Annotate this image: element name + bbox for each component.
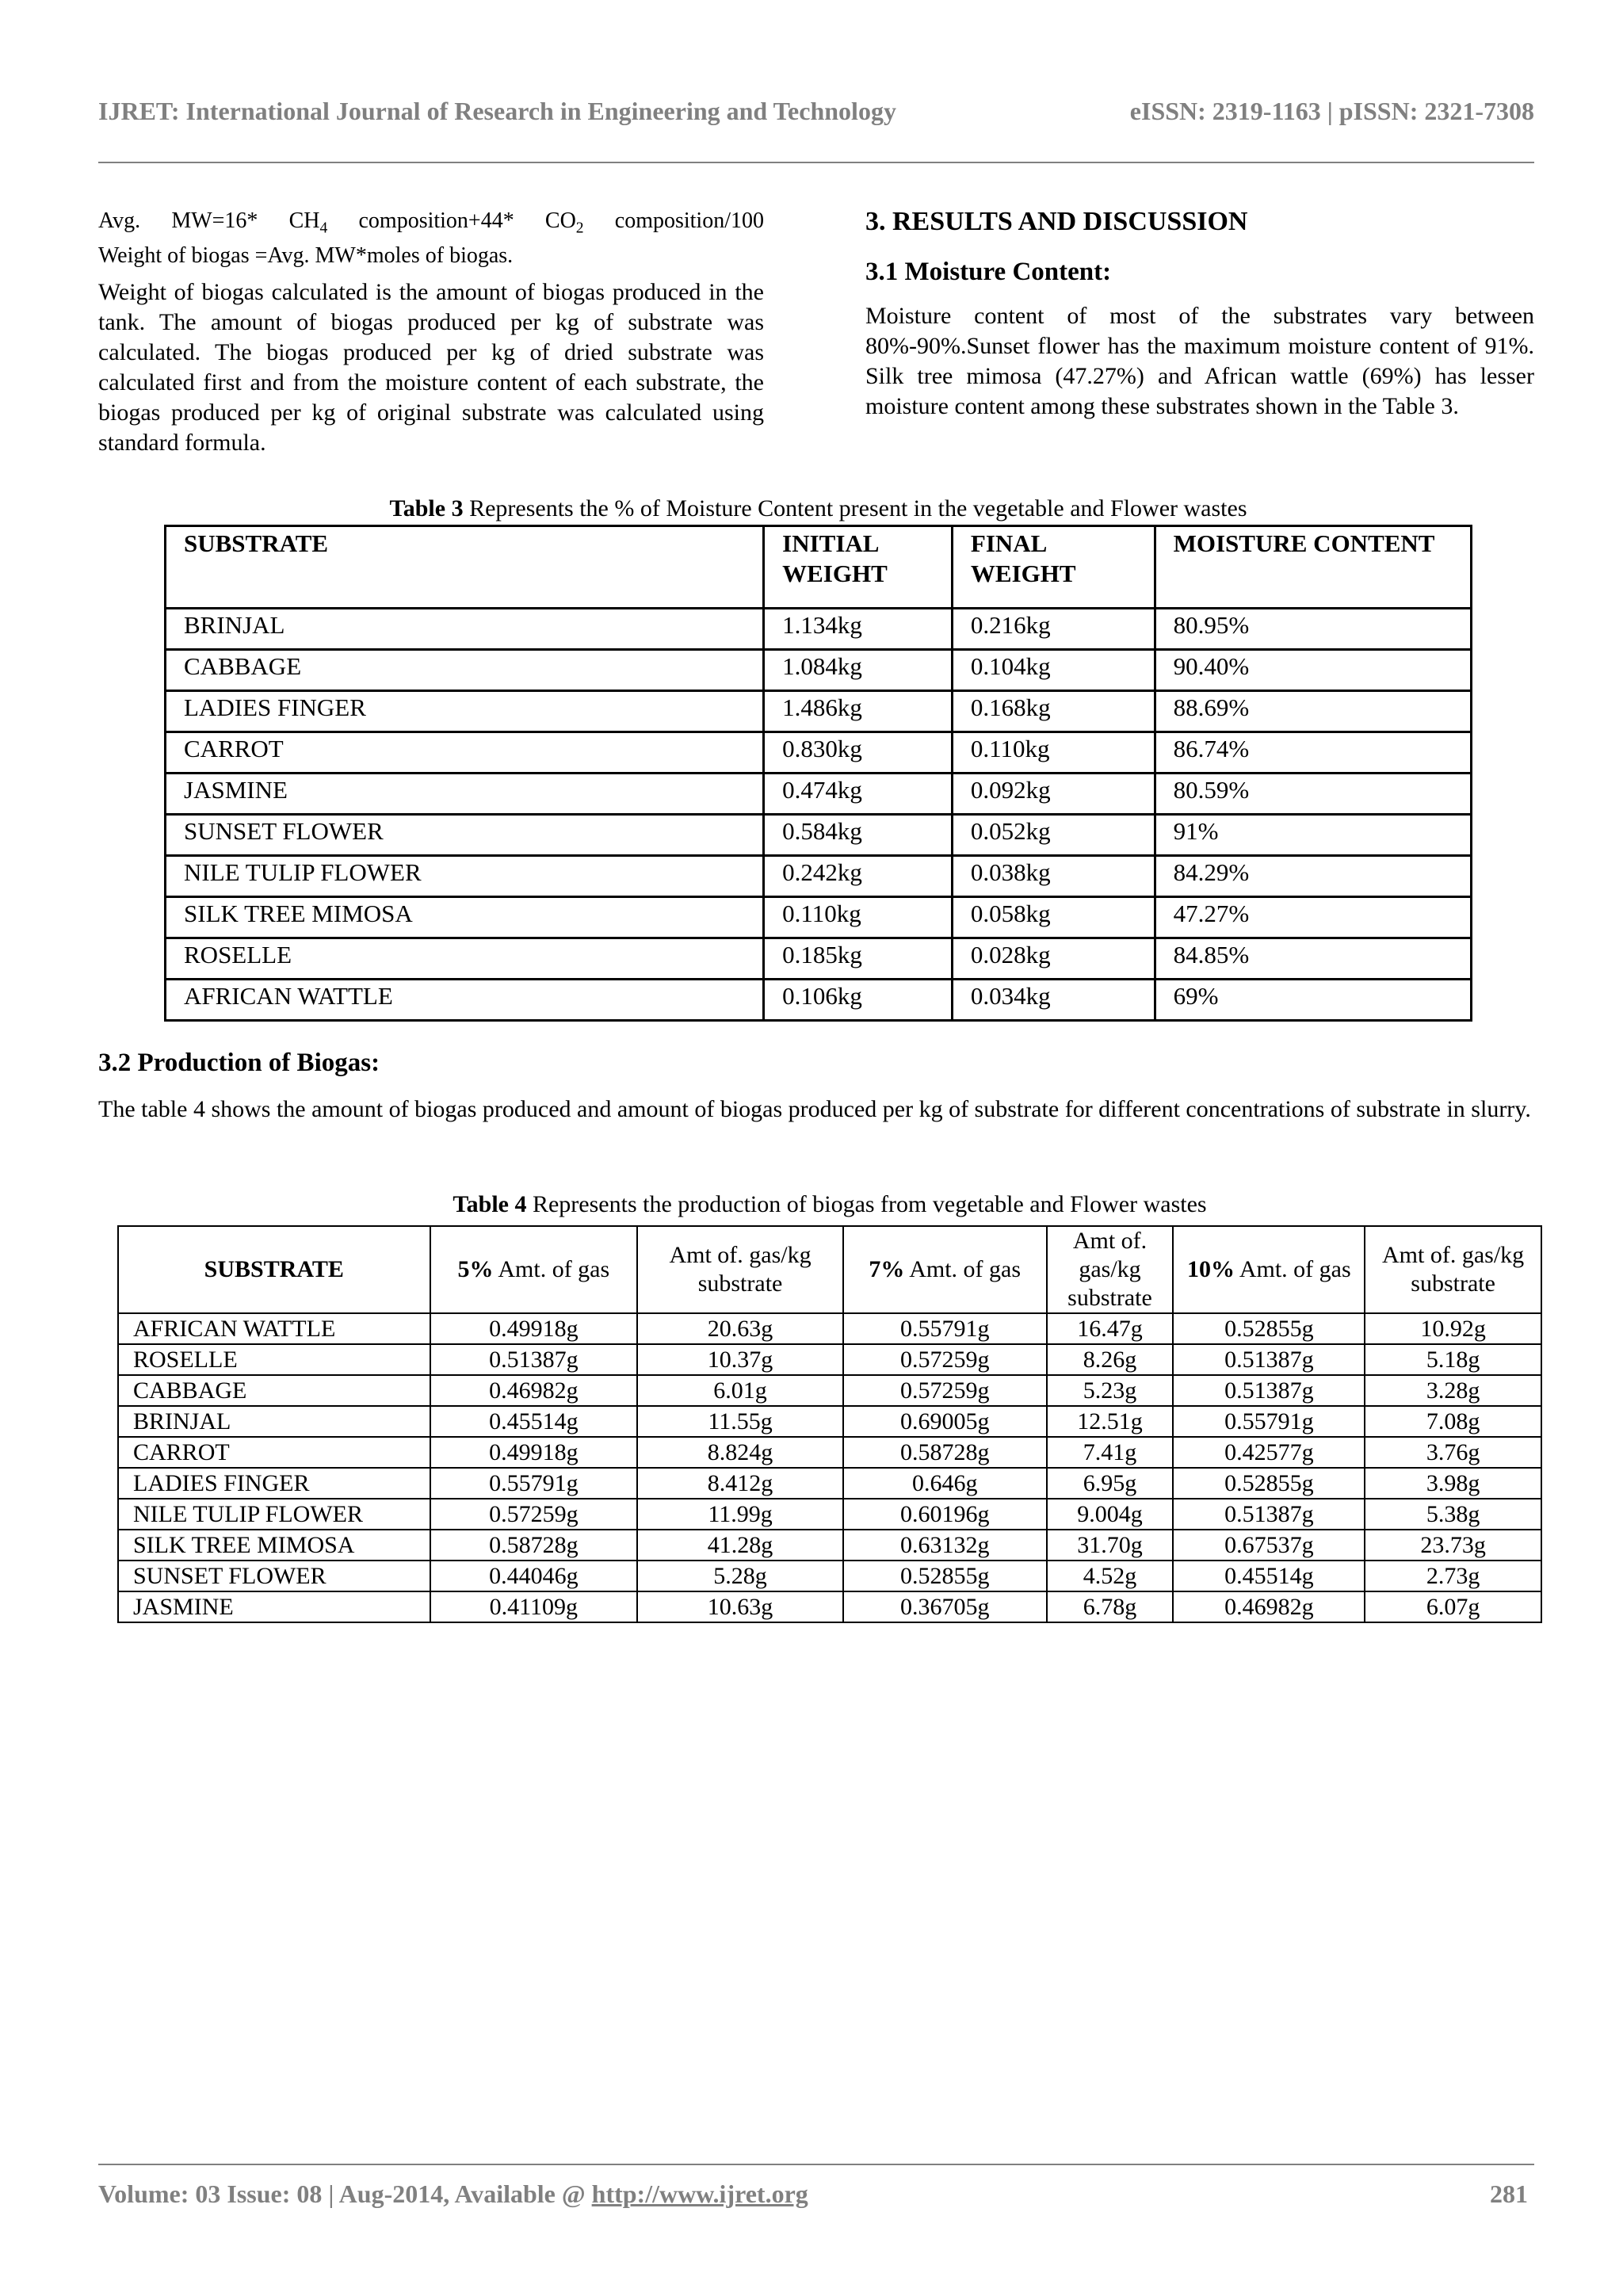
table-cell: 69%: [1155, 980, 1471, 1021]
table-cell: 5.28g: [637, 1561, 843, 1591]
header-10-percent: 10% Amt. of gas: [1173, 1226, 1365, 1313]
footer-divider: [98, 2164, 1534, 2165]
table-cell: 11.55g: [637, 1406, 843, 1437]
issn-info: eISSN: 2319-1163 | pISSN: 2321-7308: [1129, 97, 1534, 125]
table-row: [166, 732, 1472, 774]
table-cell: 0.168kg: [952, 691, 1155, 732]
table-cell: SUNSET FLOWER: [118, 1561, 430, 1591]
table-cell: 5.38g: [1365, 1499, 1541, 1530]
header-per-kg-10: Amt of. gas/kg substrate: [1365, 1226, 1541, 1313]
table-cell: 0.67537g: [1173, 1530, 1365, 1561]
page-footer: [98, 2179, 1528, 2209]
table-cell: 0.55791g: [430, 1468, 638, 1499]
table-cell: 0.646g: [843, 1468, 1047, 1499]
table-cell: CABBAGE: [166, 650, 764, 691]
table-cell: 0.51387g: [1173, 1344, 1365, 1375]
table-cell: 0.106kg: [764, 980, 953, 1021]
table-cell: 0.57259g: [430, 1499, 638, 1530]
table-cell: LADIES FINGER: [118, 1468, 430, 1499]
table-row: [118, 1468, 1541, 1499]
section-title-production: 3.2 Production of Biogas:: [98, 1049, 380, 1077]
header-initial-weight: INITIAL WEIGHT: [764, 526, 953, 609]
journal-title: IJRET: International Journal of Research in Engineering and Technology: [98, 97, 896, 125]
table-cell: 0.51387g: [430, 1344, 638, 1375]
header-divider: [98, 162, 1534, 163]
table-row: [118, 1437, 1541, 1468]
table-cell: 0.58728g: [430, 1530, 638, 1561]
table-cell: 0.038kg: [952, 856, 1155, 897]
table-cell: 6.07g: [1365, 1591, 1541, 1622]
left-paragraph: Weight of biogas calculated is the amount of biogas produced in the tank. The amount of biogas produced per kg of substrate was calculated. The biogas produced per kg of dried substrate was calculated first and from the moisture content of each substrate, the biogas produced per kg of original substrate was calculated using standard formula.: [98, 278, 764, 456]
table-cell: 0.474kg: [764, 774, 953, 815]
header-substrate: SUBSTRATE: [166, 526, 764, 609]
header-per-kg-7: Amt of. gas/kg substrate: [1047, 1226, 1174, 1313]
table-cell: 0.584kg: [764, 815, 953, 856]
table-cell: 90.40%: [1155, 650, 1471, 691]
table-cell: 0.49918g: [430, 1313, 638, 1344]
header-5-percent: 5% Amt. of gas: [430, 1226, 638, 1313]
moisture-table: [164, 525, 1472, 1022]
moisture-paragraph: Moisture content of most of the substrates vary between 80%-90%.Sunset flower has the maximum moisture content of 91%. Silk tree mimosa (47.27%) and African wattle (69%) has lesser moisture content among these substrates shown in the Table 3.: [865, 303, 1534, 419]
table-cell: 0.57259g: [843, 1375, 1047, 1406]
table-cell: 10.63g: [637, 1591, 843, 1622]
table-cell: BRINJAL: [166, 609, 764, 650]
table4-caption: Table 4 Represents the production of biogas from vegetable and Flower wastes: [453, 1191, 1207, 1217]
table-cell: 41.28g: [637, 1530, 843, 1561]
section-title-results: 3. RESULTS AND DISCUSSION: [865, 207, 1248, 236]
table-cell: 6.95g: [1047, 1468, 1174, 1499]
table-cell: 7.08g: [1365, 1406, 1541, 1437]
table-cell: 5.23g: [1047, 1375, 1174, 1406]
table-cell: 6.01g: [637, 1375, 843, 1406]
table-cell: 0.830kg: [764, 732, 953, 774]
table-cell: 0.49918g: [430, 1437, 638, 1468]
table-row: [166, 650, 1472, 691]
left-column: [98, 208, 764, 458]
table-row: [166, 609, 1472, 650]
table-cell: 10.37g: [637, 1344, 843, 1375]
table-cell: 0.44046g: [430, 1561, 638, 1591]
table-row: [118, 1313, 1541, 1344]
table-cell: 80.95%: [1155, 609, 1471, 650]
table-row: [118, 1344, 1541, 1375]
table-cell: 91%: [1155, 815, 1471, 856]
biogas-table: [117, 1225, 1542, 1623]
table-cell: SUNSET FLOWER: [166, 815, 764, 856]
table-cell: LADIES FINGER: [166, 691, 764, 732]
table-cell: 2.73g: [1365, 1561, 1541, 1591]
table-cell: 4.52g: [1047, 1561, 1174, 1591]
table-cell: SILK TREE MIMOSA: [118, 1530, 430, 1561]
table-cell: 0.058kg: [952, 897, 1155, 938]
header-substrate: SUBSTRATE: [118, 1226, 430, 1313]
table-cell: CARROT: [118, 1437, 430, 1468]
table-cell: 5.18g: [1365, 1344, 1541, 1375]
table-row: [166, 774, 1472, 815]
table-cell: 0.52855g: [1173, 1468, 1365, 1499]
table-header-row: [118, 1226, 1541, 1313]
formula-block: [98, 208, 764, 269]
table-cell: 16.47g: [1047, 1313, 1174, 1344]
header-final-weight: FINAL WEIGHT: [952, 526, 1155, 609]
table-cell: 0.41109g: [430, 1591, 638, 1622]
table-cell: 86.74%: [1155, 732, 1471, 774]
table-cell: AFRICAN WATTLE: [118, 1313, 430, 1344]
footer-volume: Volume: 03 Issue: 08 | Aug-2014, Available @ http://www.ijret.org: [98, 2179, 808, 2208]
table-cell: 8.412g: [637, 1468, 843, 1499]
table-cell: 88.69%: [1155, 691, 1471, 732]
header-7-percent: 7% Amt. of gas: [843, 1226, 1047, 1313]
table-row: [166, 815, 1472, 856]
header-per-kg-5: Amt of. gas/kg substrate: [637, 1226, 843, 1313]
table-cell: 0.63132g: [843, 1530, 1047, 1561]
table-cell: 0.52855g: [1173, 1313, 1365, 1344]
table-cell: 0.60196g: [843, 1499, 1047, 1530]
table-cell: 84.85%: [1155, 938, 1471, 980]
table-cell: ROSELLE: [166, 938, 764, 980]
table-cell: 23.73g: [1365, 1530, 1541, 1561]
page-number: 281: [1490, 2179, 1528, 2208]
table-cell: 0.052kg: [952, 815, 1155, 856]
table-cell: 20.63g: [637, 1313, 843, 1344]
table-cell: 9.004g: [1047, 1499, 1174, 1530]
table-row: [118, 1375, 1541, 1406]
table-row: [166, 980, 1472, 1021]
table-row: [166, 897, 1472, 938]
table-cell: JASMINE: [166, 774, 764, 815]
table-cell: 0.104kg: [952, 650, 1155, 691]
table-cell: NILE TULIP FLOWER: [166, 856, 764, 897]
table-cell: AFRICAN WATTLE: [166, 980, 764, 1021]
table-cell: 0.45514g: [1173, 1561, 1365, 1591]
table-cell: 1.084kg: [764, 650, 953, 691]
table-cell: 0.242kg: [764, 856, 953, 897]
table-cell: 10.92g: [1365, 1313, 1541, 1344]
table-cell: 0.110kg: [764, 897, 953, 938]
table-cell: 0.52855g: [843, 1561, 1047, 1591]
journal-link[interactable]: http://www.ijret.org: [591, 2179, 808, 2208]
table-cell: 0.42577g: [1173, 1437, 1365, 1468]
table-cell: 0.51387g: [1173, 1375, 1365, 1406]
table-cell: 0.69005g: [843, 1406, 1047, 1437]
formula-weight: Weight of biogas =Avg. MW*moles of biogas.: [98, 243, 514, 268]
table-row: [118, 1499, 1541, 1530]
table-cell: 1.486kg: [764, 691, 953, 732]
table-cell: 0.46982g: [1173, 1591, 1365, 1622]
table-row: [166, 938, 1472, 980]
table-cell: 11.99g: [637, 1499, 843, 1530]
table-cell: 3.76g: [1365, 1437, 1541, 1468]
table-cell: 0.36705g: [843, 1591, 1047, 1622]
table-cell: CARROT: [166, 732, 764, 774]
table-row: [166, 691, 1472, 732]
table-cell: 0.110kg: [952, 732, 1155, 774]
right-column: [865, 203, 1534, 422]
table-cell: 0.185kg: [764, 938, 953, 980]
table-row: [118, 1406, 1541, 1437]
table-cell: SILK TREE MIMOSA: [166, 897, 764, 938]
header-moisture-content: MOISTURE CONTENT: [1155, 526, 1471, 609]
table-cell: 8.26g: [1047, 1344, 1174, 1375]
table-cell: 0.092kg: [952, 774, 1155, 815]
table-cell: 47.27%: [1155, 897, 1471, 938]
table-cell: NILE TULIP FLOWER: [118, 1499, 430, 1530]
table-cell: 6.78g: [1047, 1591, 1174, 1622]
table-cell: CABBAGE: [118, 1375, 430, 1406]
table-cell: 0.55791g: [1173, 1406, 1365, 1437]
table-cell: 3.28g: [1365, 1375, 1541, 1406]
table-cell: 12.51g: [1047, 1406, 1174, 1437]
table-cell: 0.51387g: [1173, 1499, 1365, 1530]
table-cell: 0.034kg: [952, 980, 1155, 1021]
table-row: [118, 1591, 1541, 1622]
table-cell: BRINJAL: [118, 1406, 430, 1437]
subsection-title-moisture: 3.1 Moisture Content:: [865, 258, 1112, 286]
table-cell: 8.824g: [637, 1437, 843, 1468]
table-cell: 0.45514g: [430, 1406, 638, 1437]
table-row: [166, 856, 1472, 897]
table-cell: 0.46982g: [430, 1375, 638, 1406]
page-header: [98, 97, 1534, 126]
table3-caption: Table 3 Represents the % of Moisture Content present in the vegetable and Flower wastes: [389, 495, 1247, 521]
table-cell: 7.41g: [1047, 1437, 1174, 1468]
table-cell: 0.028kg: [952, 938, 1155, 980]
table-cell: 3.98g: [1365, 1468, 1541, 1499]
table-row: [118, 1530, 1541, 1561]
table-cell: ROSELLE: [118, 1344, 430, 1375]
table-cell: 31.70g: [1047, 1530, 1174, 1561]
table-cell: 0.57259g: [843, 1344, 1047, 1375]
formula-avg-mw: Avg. MW=16* $CH_4$ composition+44* $CO_2$ composition/100: [98, 208, 764, 237]
table-cell: 80.59%: [1155, 774, 1471, 815]
table-cell: 0.216kg: [952, 609, 1155, 650]
table-cell: 1.134kg: [764, 609, 953, 650]
table-cell: 0.58728g: [843, 1437, 1047, 1468]
production-paragraph: The table 4 shows the amount of biogas produced and amount of biogas produced per kg of substrate for different concentrations of substrate in slurry.: [98, 1096, 1531, 1122]
table-cell: 0.55791g: [843, 1313, 1047, 1344]
table-row: [118, 1561, 1541, 1591]
table-cell: JASMINE: [118, 1591, 430, 1622]
table-cell: 84.29%: [1155, 856, 1471, 897]
table-header-row: [166, 526, 1472, 609]
